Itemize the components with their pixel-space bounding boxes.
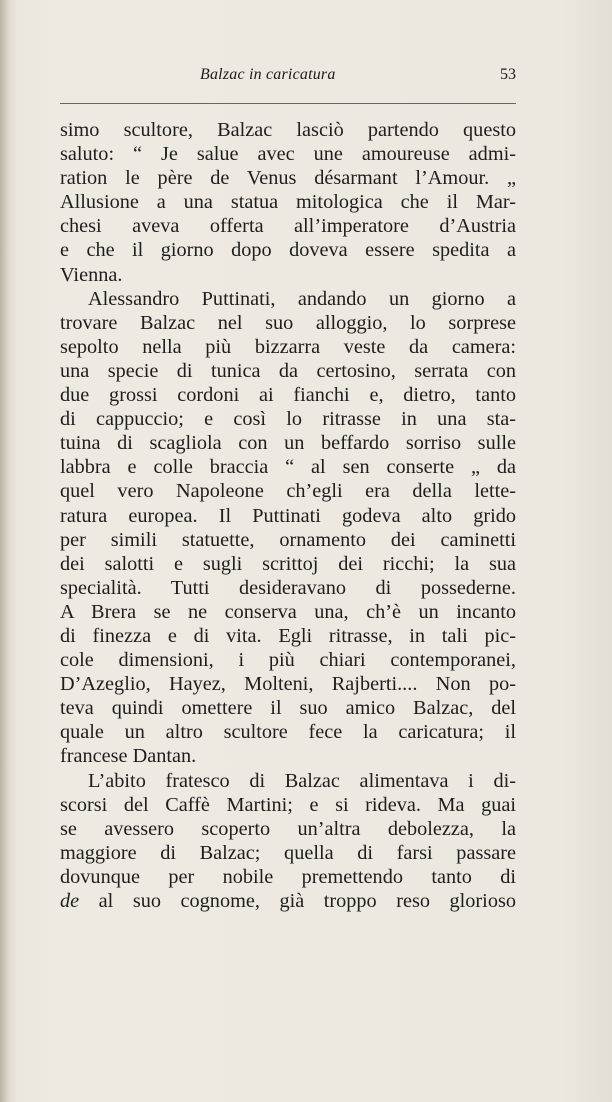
text-line: labbra e colle braccia “ al sen conserte „ da: [60, 456, 516, 479]
text-line: francese Dantan.: [60, 745, 197, 768]
text-line: A Brera se ne conserva una, ch’è un incanto: [60, 600, 516, 623]
text-line: trovare Balzac nel suo alloggio, lo sorprese: [60, 311, 516, 334]
text-line: ratura europea. Il Puttinati godeva alto grido: [60, 504, 516, 527]
header-rule: [60, 103, 516, 104]
text-line: tuina di scagliola con un beffardo sorriso sulle: [60, 432, 516, 455]
text-line: dei salotti e sugli scrittoj dei ricchi; la sua: [60, 552, 516, 575]
text-line: specialità. Tutti desideravano di possederne.: [60, 576, 516, 599]
page-gutter-shadow: [0, 0, 10, 1102]
text-line: de al suo cognome, già troppo reso glorioso: [60, 890, 516, 912]
text-line: Vienna.: [60, 263, 123, 286]
text-line: Alessandro Puttinati, andando un giorno a: [88, 287, 516, 310]
text-line: una specie di tunica da certosino, serrata con: [60, 359, 516, 382]
text-line: per simili statuette, ornamento dei caminetti: [60, 528, 516, 551]
text-line: due grossi cordoni ai fianchi e, dietro, tanto: [60, 384, 516, 407]
text-line: quel vero Napoleone ch’egli era della lette-: [60, 480, 516, 503]
text-line: ration le père de Venus désarmant l’Amour. „: [60, 167, 516, 190]
text-line: quale un altro scultore fece la caricatura; il: [60, 721, 516, 744]
text-line: L’abito fratesco di Balzac alimentava i di-: [88, 769, 516, 792]
text-line: maggiore di Balzac; quella di farsi passare: [60, 841, 516, 864]
text-line: Allusione a una statua mitologica che il Mar-: [60, 191, 516, 214]
text-line: di cappuccio; e così lo ritrasse in una sta-: [60, 408, 516, 431]
text-line: sepolto nella più bizzarra veste da camera:: [60, 335, 516, 358]
text-line: chesi aveva offerta all’imperatore d’Austria: [60, 215, 516, 238]
text-line: se avessero scoperto un’altra debolezza, la: [60, 817, 516, 840]
text-line: saluto: “ Je salue avec une amoureuse admi-: [60, 143, 516, 166]
text-line: simo scultore, Balzac lasciò partendo questo: [60, 119, 516, 141]
text-line: dovunque per nobile premettendo tanto di: [60, 865, 516, 888]
text-line: D’Azeglio, Hayez, Molteni, Rajberti.... Non po-: [60, 673, 516, 696]
body-text: [60, 118, 516, 913]
running-title: Balzac in caricatura: [200, 66, 336, 83]
page-header: [60, 60, 516, 90]
text-line: teva quindi omettere il suo amico Balzac, del: [60, 697, 516, 720]
text-line: di finezza e di vita. Egli ritrasse, in tali pic-: [60, 624, 516, 647]
text-line: cole dimensioni, i più chiari contemporanei,: [60, 649, 516, 672]
text-line: scorsi del Caffè Martini; e si rideva. Ma guai: [60, 793, 516, 816]
italic-word: de: [60, 890, 80, 912]
text-line: e che il giorno dopo doveva essere spedita a: [60, 239, 516, 262]
page-number: 53: [500, 66, 516, 83]
